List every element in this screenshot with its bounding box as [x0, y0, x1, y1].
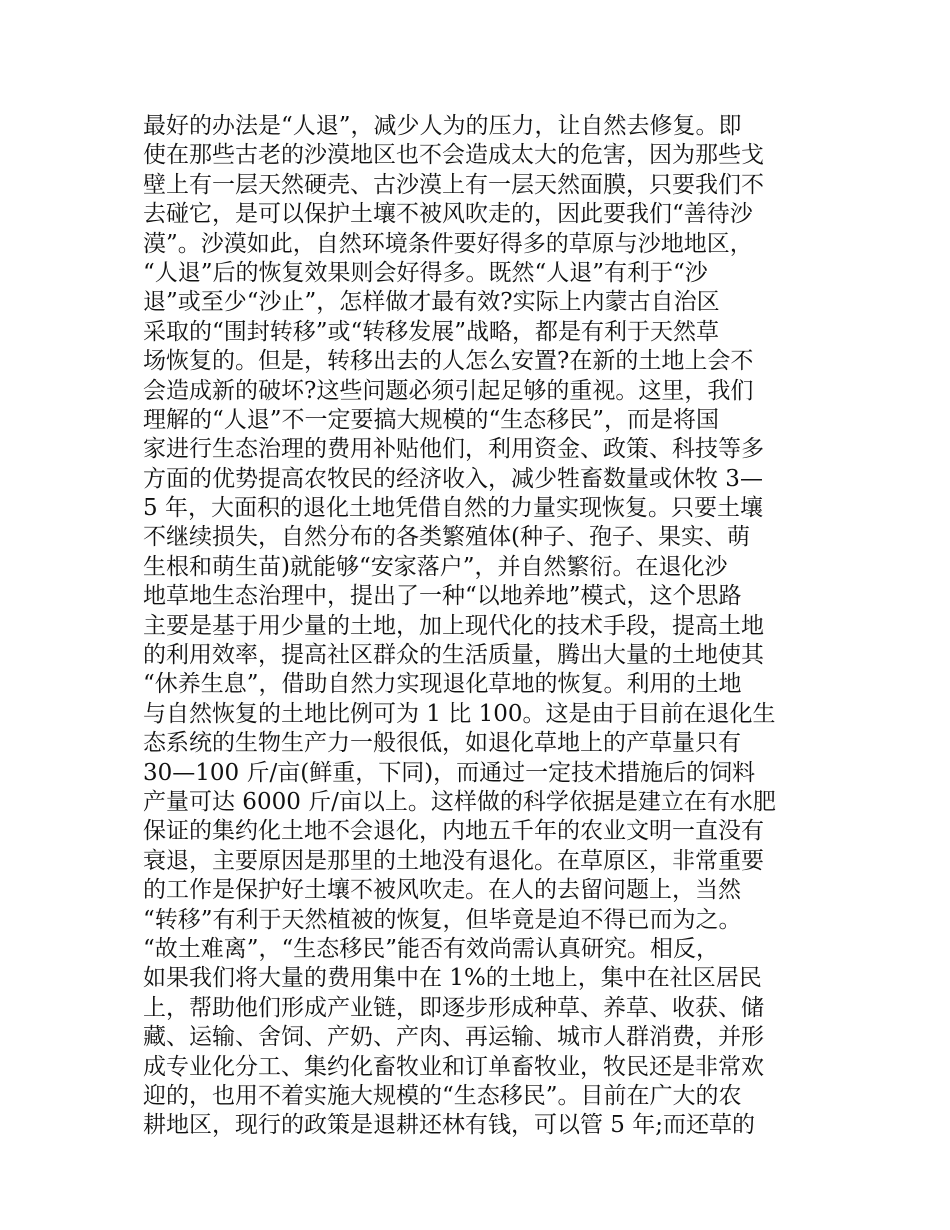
text-line: 地草地生态治理中，提出了一种“以地养地”模式，这个思路	[143, 583, 742, 610]
text-line: 家进行生态治理的费用补贴他们，利用资金、政策、科技等多	[143, 436, 764, 463]
text-line: 壁上有一层天然硬壳、古沙漠上有一层天然面膜，只要我们不	[143, 171, 764, 198]
text-line: 会造成新的破坏?这些问题必须引起足够的重视。这里，我们	[143, 377, 754, 404]
text-line: 理解的“人退”不一定要搞大规模的“生态移民”，而是将国	[143, 406, 720, 433]
text-line: 迎的，也用不着实施大规模的“生态移民”。目前在广大的农	[143, 1082, 742, 1109]
text-line: 与自然恢复的土地比例可为 1 比 100。这是由于目前在退化生	[143, 700, 776, 727]
text-line: 采取的“围封转移”或“转移发展”战略，都是有利于天然草	[143, 318, 720, 345]
text-line: “转移”有利于天然植被的恢复，但毕竟是迫不得已而为之。	[143, 906, 742, 933]
text-line: 的利用效率，提高社区群众的生活质量，腾出大量的土地使其	[143, 642, 764, 669]
text-line: “人退”后的恢复效果则会好得多。既然“人退”有利于“沙	[143, 259, 708, 286]
text-line: “休养生息”，借助自然力实现退化草地的恢复。利用的土地	[143, 671, 742, 698]
text-line: 退”或至少“沙止”，怎样做才最有效?实际上内蒙古自治区	[143, 289, 720, 316]
text-line: 耕地区，现行的政策是退耕还林有钱，可以管 5 年;而还草的	[143, 1112, 756, 1139]
text-line: 衰退，主要原因是那里的土地没有退化。在草原区，非常重要	[143, 847, 764, 874]
text-line: 方面的优势提高农牧民的经济收入，减少牲畜数量或休牧 3—	[143, 465, 763, 492]
text-line: 漠”。沙漠如此，自然环境条件要好得多的草原与沙地地区，	[143, 230, 753, 257]
text-line: 主要是基于用少量的土地，加上现代化的技术手段，提高土地	[143, 612, 764, 639]
text-line: 藏、运输、舍饲、产奶、产肉、再运输、城市人群消费，并形	[143, 1024, 764, 1051]
text-line: 态系统的生物生产力一般很低，如退化草地上的产草量只有	[143, 730, 741, 757]
text-line: 场恢复的。但是，转移出去的人怎么安置?在新的土地上会不	[143, 348, 754, 375]
text-line: 的工作是保护好土壤不被风吹走。在人的去留问题上，当然	[143, 877, 741, 904]
text-line: 30—100 斤/亩(鲜重，下同)，而通过一定技术措施后的饲料	[143, 759, 756, 786]
body-text	[143, 112, 823, 1141]
text-line: 5 年，大面积的退化土地凭借自然的力量实现恢复。只要土壤	[143, 495, 763, 522]
text-line: 产量可达 6000 斤/亩以上。这样做的科学依据是建立在有水肥	[143, 788, 776, 815]
text-line: 如果我们将大量的费用集中在 1%的土地上，集中在社区居民	[143, 965, 762, 992]
text-line: 上，帮助他们形成产业链，即逐步形成种草、养草、收获、储	[143, 994, 764, 1021]
text-line: 生根和萌生苗)就能够“安家落户”，并自然繁衍。在退化沙	[143, 553, 728, 580]
text-line: 最好的办法是“人退”，减少人为的压力，让自然去修复。即	[143, 113, 742, 139]
text-line: 保证的集约化土地不会退化，内地五千年的农业文明一直没有	[143, 818, 764, 845]
text-line: 不继续损失，自然分布的各类繁殖体(种子、孢子、果实、萌	[143, 524, 750, 551]
text-line: 使在那些古老的沙漠地区也不会造成太大的危害，因为那些戈	[143, 142, 764, 169]
text-line: “故土难离”，“生态移民”能否有效尚需认真研究。相反，	[143, 935, 720, 962]
text-line: 去碰它，是可以保护土壤不被风吹走的，因此要我们“善待沙	[143, 201, 753, 228]
text-line: 成专业化分工、集约化畜牧业和订单畜牧业，牧民还是非常欢	[143, 1053, 764, 1080]
